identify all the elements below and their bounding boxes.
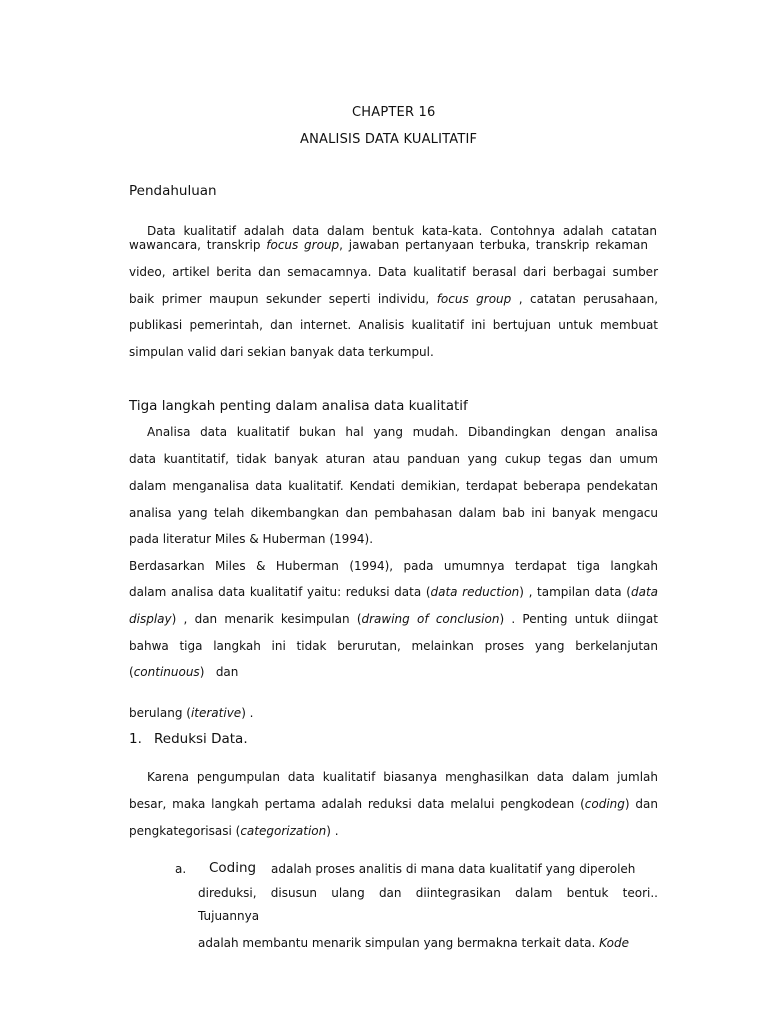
chapter-label: CHAPTER 16 [352, 105, 436, 120]
paragraph-line: (continuous) dan [129, 665, 239, 679]
paragraph-line: display) , dan menarik kesimpulan (drawing of conclusion) . Penting untuk diingat [129, 612, 658, 626]
section-heading-tiga-langkah: Tiga langkah penting dalam analisa data kualitatif [129, 398, 468, 414]
section-heading-pendahuluan: Pendahuluan [129, 183, 217, 199]
list-item-line: adalah proses analitis di mana data kualitatif yang diperoleh [271, 862, 636, 876]
paragraph-line: analisa yang telah dikembangkan dan pembahasan dalam bab ini banyak mengacu [129, 506, 658, 520]
paragraph-line: wawancara, transkrip focus group, jawaban pertanyaan terbuka, transkrip rekaman [129, 238, 648, 252]
paragraph-line: Berdasarkan Miles & Huberman (1994), pada umumnya terdapat tiga langkah [129, 559, 658, 573]
paragraph-line: pengkategorisasi (categorization) . [129, 824, 339, 838]
paragraph-line: dalam analisa data kualitatif yaitu: reduksi data (data reduction) , tampilan data (data [129, 585, 658, 599]
chapter-title: ANALISIS DATA KUALITATIF [300, 132, 478, 147]
paragraph-line: data kuantitatif, tidak banyak aturan atau panduan yang cukup tegas dan umum [129, 452, 658, 466]
list-term: Coding [209, 860, 257, 876]
paragraph-line: besar, maka langkah pertama adalah reduksi data melalui pengkodean (coding) dan [129, 797, 658, 811]
paragraph-line: Analisa data kualitatif bukan hal yang mudah. Dibandingkan dengan analisa [147, 425, 658, 439]
list-marker: a. [175, 862, 187, 876]
paragraph-line: video, artikel berita dan semacamnya. Data kualitatif berasal dari berbagai sumber [129, 265, 658, 279]
paragraph-line: Karena pengumpulan data kualitatif biasanya menghasilkan data dalam jumlah [147, 770, 658, 784]
paragraph-line: pada literatur Miles & Huberman (1994). [129, 532, 374, 546]
paragraph-line: publikasi pemerintah, dan internet. Analisis kualitatif ini bertujuan untuk membuat [129, 318, 658, 332]
paragraph-line: berulang (iterative) . [129, 706, 254, 720]
paragraph-line: Data kualitatif adalah data dalam bentuk kata-kata. Contohnya adalah catatan [147, 224, 657, 238]
list-item-line: adalah membantu menarik simpulan yang bermakna terkait data. Kode [198, 936, 629, 950]
section-heading-reduksi: Reduksi Data. [154, 731, 248, 747]
list-item-line: Tujuannya [198, 909, 260, 923]
paragraph-line: simpulan valid dari sekian banyak data terkumpul. [129, 345, 434, 359]
paragraph-line: baik primer maupun sekunder seperti individu, focus group , catatan perusahaan, [129, 292, 659, 306]
paragraph-line: dalam menganalisa data kualitatif. Kendati demikian, terdapat beberapa pendekatan [129, 479, 658, 493]
list-item-line: direduksi, disusun ulang dan diintegrasikan dalam bentuk teori.. [198, 886, 658, 900]
paragraph-line: bahwa tiga langkah ini tidak berurutan, melainkan proses yang berkelanjutan [129, 639, 658, 653]
section-heading-number: 1. [129, 731, 142, 747]
